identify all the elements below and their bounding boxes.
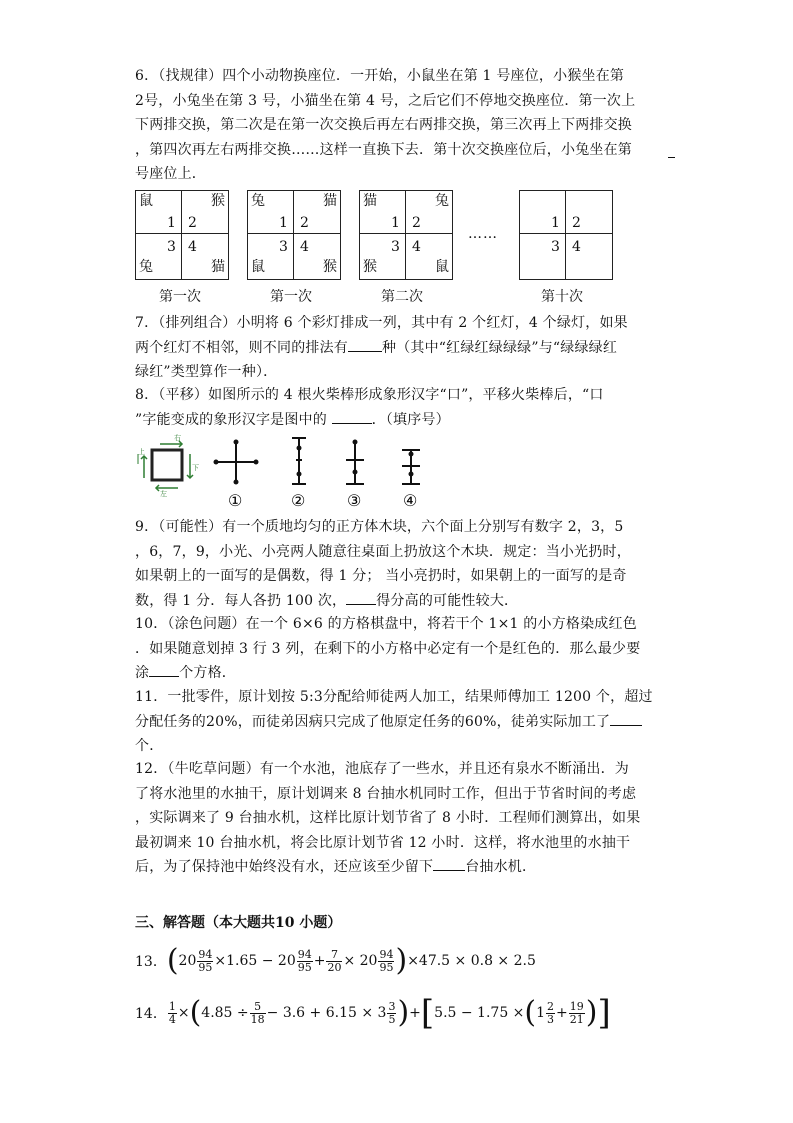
- q12-line-5: [135, 855, 675, 880]
- q7-line-1: 7．（排列组合）小明将 6 个彩灯排成一列，其中有 2 个红灯，4 个绿灯，如果: [135, 315, 628, 331]
- q9-line-2: ，6，7，9，小光、小亮两人随意往桌面上扔放这个木块．规定：当小光扔时，: [135, 543, 631, 560]
- q12-line-3: ，实际调来了 9 台抽水机，这样比原计划节省了 8 小时．工程师们测算出，如果: [135, 810, 641, 826]
- arrow-label-down: 下: [192, 464, 199, 472]
- question-11: [135, 685, 675, 759]
- grid10-seat-1: 1: [551, 215, 560, 231]
- q14-frac-3: $\frac{2}{3}$: [547, 999, 555, 1026]
- q10-line-2: ．如果随意划掉 3 行 3 列，在剩下的小方格中必定有一个是红色的．那么最少要: [135, 640, 641, 657]
- q7-line-2a: 两个红灯不相邻，则不同的排法有: [135, 339, 348, 356]
- grid1-seat-3: 3: [167, 239, 176, 255]
- q12-line-4: 最初调来 10 台抽水机，将会比原计划节省 12 小时．这样，将水池里的水抽干: [135, 834, 631, 851]
- q9-line-4: [135, 589, 675, 614]
- q10-line-3: [135, 661, 675, 686]
- q13-frac-4: $\frac{94}{95}$: [379, 947, 394, 974]
- grid1-top-right: 猴: [211, 193, 225, 209]
- arrow-label-up: 上: [138, 448, 145, 456]
- option-2-shape: [292, 438, 306, 484]
- q14-term-g: 1: [536, 1005, 546, 1021]
- q9-line-4a: 数，得 1 分．每人各扔 100 次，: [135, 592, 347, 609]
- grid2-seat-1: 1: [279, 215, 288, 231]
- option-1-shape: [216, 442, 256, 482]
- section-3-heading: 三、解答题（本大题共10 小题）: [135, 915, 342, 931]
- option-4-label: ④: [403, 491, 418, 510]
- q12-line-2: 了将水池里的水抽干，原计划调来 8 台抽水机同时工作，但出于节省时间的考虑: [135, 785, 637, 802]
- grid2-bottom-left: 鼠: [251, 259, 265, 275]
- q13-term-d: × 20: [343, 953, 378, 969]
- grid3-top-right: 兔: [435, 193, 449, 209]
- q14-label: 14．: [135, 1006, 167, 1022]
- q11-line-2a: 分配任务的20%，而徒弟因病只完成了他原定任务的60%，徒弟实际加工了: [135, 713, 611, 730]
- grid1-bottom-left: 兔: [139, 259, 153, 275]
- q14-term-e: 5.5 − 1.75 ×: [434, 1005, 525, 1021]
- q8-line-2a: ”字能变成的象形汉字是图中的: [135, 411, 332, 428]
- q13-term-b: ×1.65 − 20: [214, 953, 296, 969]
- q7-line-2b: 种（其中“红绿红绿绿绿”与“绿绿绿红: [382, 339, 618, 356]
- option-3-label: ③: [347, 491, 362, 510]
- q14-frac-2: $\frac{3}{5}$: [388, 999, 396, 1026]
- q9-line-4b: 得分高的可能性较大．: [376, 592, 519, 609]
- q14-term-h: +: [556, 1005, 568, 1021]
- q11-answer-blank[interactable]: [610, 712, 642, 726]
- q6-line-5: 号座位上．: [135, 166, 206, 182]
- question-10: [135, 612, 675, 686]
- grid1-caption: 第一次: [159, 289, 201, 305]
- question-8: [135, 383, 675, 432]
- grid3-top-left: 猫: [363, 193, 377, 209]
- q6-line-5-wrap: [135, 162, 675, 187]
- seat-grid-1: [135, 190, 229, 280]
- grid10-seat-4: 4: [572, 239, 581, 255]
- question-14: 14． $\frac{1}{4}$ ×(4.85 ÷ $\frac{5}{18}$ − 3.6 + 6.15 × 3 $\frac{3}{5}$ )+[5.5 − 1.75 ×(1 $\frac{2}{3}$ + $\frac{19}{21}$ )]: [135, 993, 611, 1033]
- option-1-label: ①: [228, 491, 243, 510]
- q10-line-3b: 个方格．: [179, 665, 237, 681]
- q6-answer-blank[interactable]: [668, 144, 675, 158]
- q14-term-b: 4.85 ÷: [201, 1005, 249, 1021]
- question-7: [135, 311, 675, 385]
- grid1-top-left: 鼠: [139, 193, 153, 209]
- q12-line-1: 12．（牛吃草问题）有一个水池，池底存了一些水，并且还有泉水不断涌出．为: [135, 761, 630, 777]
- q8-answer-blank[interactable]: [332, 410, 372, 424]
- grid3-bottom-right: 鼠: [435, 259, 449, 275]
- grid3-seat-2: 2: [412, 215, 421, 231]
- q12-line-5b: 台抽水机．: [465, 859, 537, 875]
- grid2-seat-3: 3: [279, 239, 288, 255]
- question-13: 13．(20 $\frac{94}{95}$ ×1.65 − 20 $\frac{94}{95}$ + $\frac{7}{20}$ × 20 $\frac{94}{95}$ )×47.5 × 0.8 × 2.5: [135, 943, 536, 978]
- q6-line-2: 2号，小兔坐在第 3 号，小猫坐在第 4 号，之后它们不停地交换座位．第一次上: [135, 92, 636, 109]
- q11-line-1: 11．一批零件，原计划按 5:3分配给师徒两人加工，结果师傅加工 1200 个，超过: [135, 689, 653, 705]
- grid10-caption: 第十次: [541, 289, 583, 305]
- q12-answer-blank[interactable]: [433, 857, 465, 871]
- grid2-seat-4: 4: [300, 239, 309, 255]
- q9-answer-blank[interactable]: [346, 591, 376, 605]
- grid3-seat-1: 1: [391, 215, 400, 231]
- option-3-shape: [346, 442, 364, 484]
- grid2-seat-2: 2: [300, 215, 309, 231]
- grid1-seat-2: 2: [188, 215, 197, 231]
- q14-term-c: − 3.6 + 6.15 × 3: [266, 1005, 387, 1021]
- q13-frac-1: $\frac{94}{95}$: [198, 947, 213, 974]
- q14-frac-1: $\frac{5}{18}$: [250, 999, 265, 1026]
- q10-line-1: 10．（涂色问题）在一个 6×6 的方格棋盘中，将若干个 1×1 的小方格染成红色: [135, 616, 637, 632]
- kou-shape: [152, 450, 182, 480]
- arrow-label-left: 左: [160, 490, 167, 498]
- q14-frac-0: $\frac{1}{4}$: [168, 999, 176, 1026]
- q13-frac-3: $\frac{7}{20}$: [327, 947, 342, 974]
- q10-line-3a: 涂: [135, 665, 150, 681]
- q9-line-1: 9．（可能性）有一个质地均匀的正方体木块，六个面上分别写有数字 2，3，5: [135, 519, 624, 535]
- grid1-bottom-right: 猫: [211, 259, 225, 275]
- q13-label: 13．: [135, 954, 167, 970]
- q11-line-3: 个．: [135, 738, 164, 754]
- q14-frac-4: $\frac{19}{21}$: [569, 999, 584, 1026]
- question-6: [135, 64, 675, 162]
- seat-grid-3: [359, 190, 453, 280]
- matchstick-figure: [130, 430, 430, 512]
- grid10-seat-2: 2: [572, 215, 581, 231]
- grid3-seat-4: 4: [412, 239, 421, 255]
- q13-term-a: 20: [178, 953, 197, 969]
- q6-line-1: 6．（找规律）四个小动物换座位．一开始，小鼠坐在第 1 号座位，小猴坐在第: [135, 68, 625, 84]
- q14-term-a: ×: [177, 1005, 190, 1021]
- q6-line-3: 下两排交换，第二次是在第一次交换后再左右两排交换，第三次再上下两排交换: [135, 117, 632, 133]
- q14-term-d: +: [409, 1005, 421, 1021]
- grid2-top-left: 兔: [251, 193, 265, 209]
- q8-line-2: [135, 408, 675, 433]
- q12-line-5a: 后，为了保持池中始终没有水，还应该至少留下: [135, 859, 434, 875]
- seat-grid-10: [519, 190, 613, 280]
- q7-line-3: 绿红”类型算作一种）．: [135, 364, 278, 380]
- arrow-label-right: 右: [174, 434, 181, 442]
- q13-term-c: +: [313, 953, 326, 969]
- q13-frac-2: $\frac{94}{95}$: [297, 947, 312, 974]
- question-9: [135, 515, 675, 613]
- grid3-bottom-left: 猴: [363, 259, 377, 275]
- grid2-caption: 第一次: [270, 289, 312, 305]
- q6-line-4: ，第四次再左右两排交换……这样一直换下去．第十次交换座位后，小兔坐在第: [135, 141, 632, 158]
- grid2-top-right: 猫: [323, 193, 337, 209]
- q7-line-2: [135, 336, 675, 361]
- grid1-seat-1: 1: [167, 215, 176, 231]
- grid3-seat-3: 3: [391, 239, 400, 255]
- q13-term-e: ×47.5 × 0.8 × 2.5: [407, 953, 536, 969]
- q8-line-2b: ．（填序号）: [371, 411, 450, 428]
- q11-line-2: [135, 710, 675, 735]
- grid2-bottom-right: 猴: [323, 259, 337, 275]
- question-12: [135, 757, 675, 880]
- option-2-label: ②: [291, 491, 306, 510]
- q7-answer-blank[interactable]: [348, 338, 382, 352]
- grid-ellipsis: ……: [468, 226, 498, 242]
- seat-grid-2: [247, 190, 341, 280]
- grid1-seat-4: 4: [188, 239, 197, 255]
- grid10-seat-3: 3: [551, 239, 560, 255]
- q10-answer-blank[interactable]: [149, 663, 179, 677]
- q8-line-1: 8．（平移）如图所示的 4 根火柴棒形成象形汉字“口”，平移火柴棒后，“口: [135, 387, 604, 403]
- grid3-caption: 第二次: [381, 289, 423, 305]
- q9-line-3: 如果朝上的一面写的是偶数，得 1 分； 当小亮扔时，如果朝上的一面写的是奇: [135, 568, 627, 584]
